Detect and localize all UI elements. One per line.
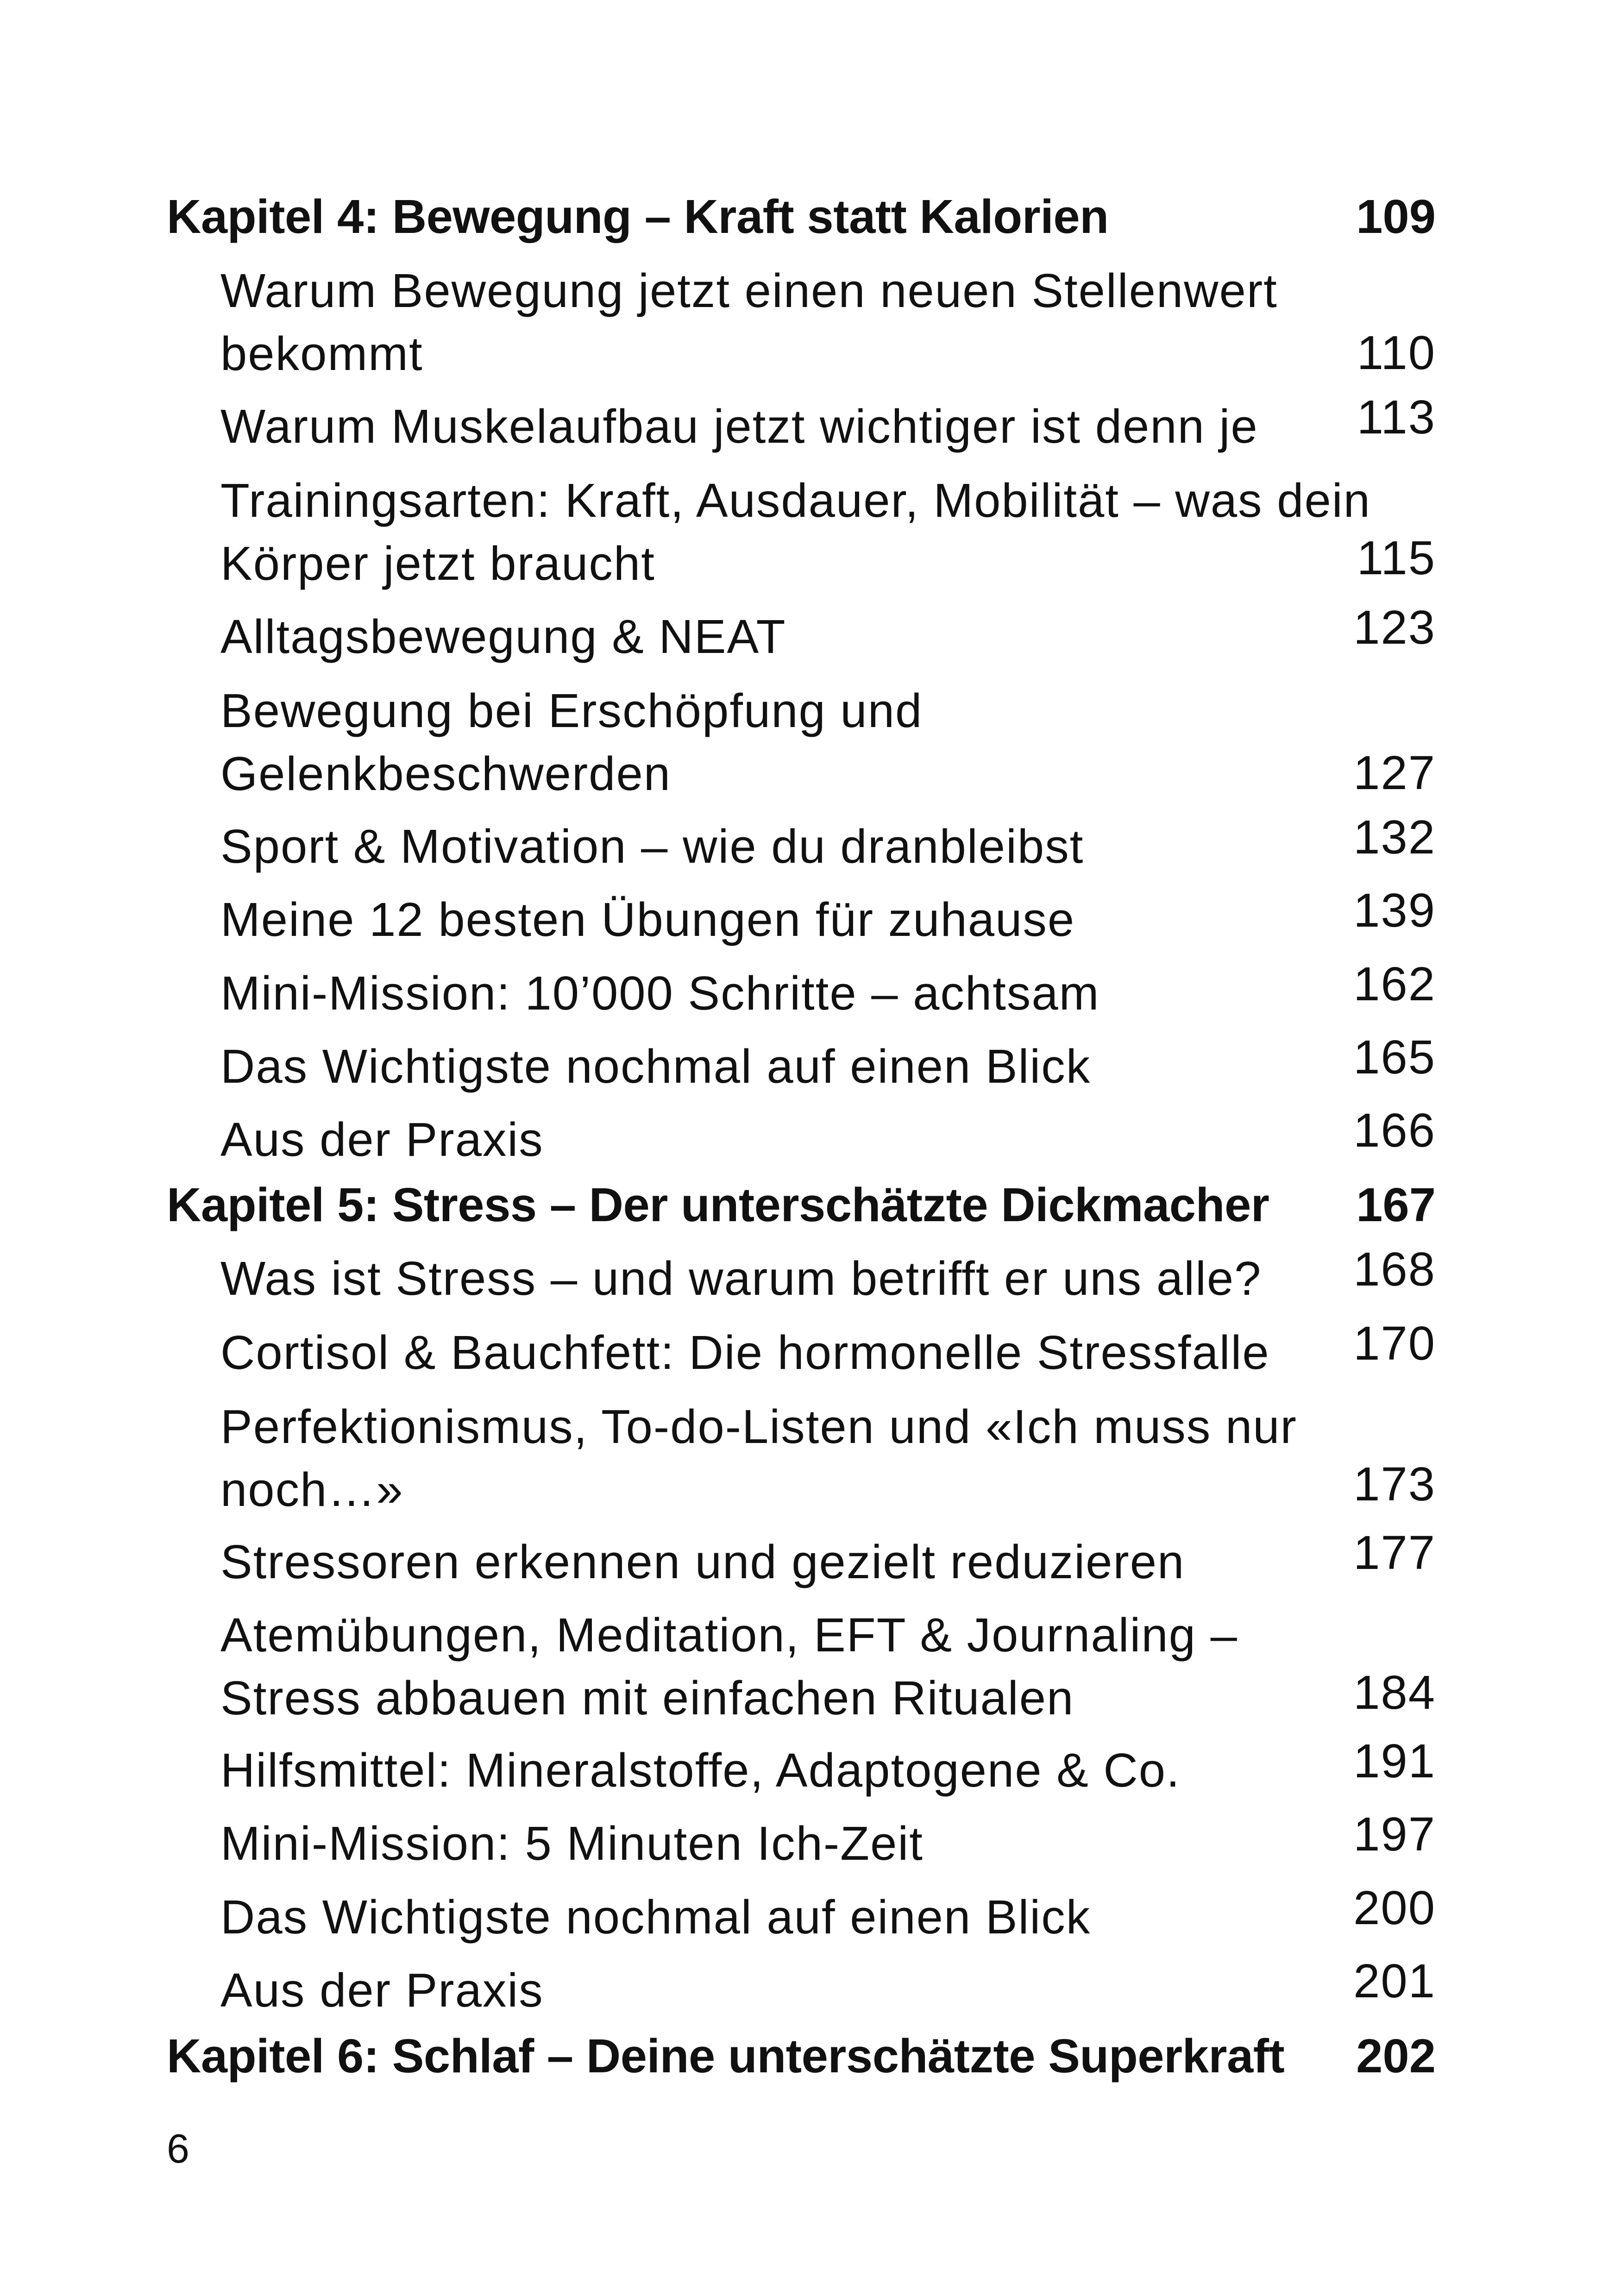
page-number: 197 xyxy=(1353,1807,1436,1861)
entry-title: Hilfsmittel: Mineralstoffe, Adaptogene & Co. xyxy=(220,1744,1181,1797)
entry-title: Cortisol & Bauchfett: Die hormonelle Stressfalle xyxy=(220,1326,1270,1379)
page-number: 184 xyxy=(1353,1666,1436,1719)
folio-page-number: 6 xyxy=(167,2126,189,2171)
entry-title: Das Wichtigste nochmal auf einen Blick xyxy=(220,1890,1091,1944)
page-number: 201 xyxy=(1353,1954,1436,2007)
entry-title: Atemübungen, Meditation, EFT & Journaling – Stress abbauen mit einfachen Ritualen xyxy=(220,1608,1238,1725)
page-number: 166 xyxy=(1353,1104,1436,1157)
chapter-title: Kapitel 5: Stress – Der unterschätzte Dickmacher xyxy=(167,1178,1269,1231)
entry-title: Meine 12 besten Übungen für zuhause xyxy=(220,893,1075,946)
page-number: 165 xyxy=(1353,1030,1436,1084)
entry-title: Bewegung bei Erschöpfung und Gelenkbeschwerden xyxy=(220,684,923,800)
entry-title: Das Wichtigste nochmal auf einen Blick xyxy=(220,1040,1091,1093)
entry-title: Stressoren erkennen und gezielt reduzieren xyxy=(220,1535,1185,1588)
entry-title: Trainingsarten: Kraft, Ausdauer, Mobilität – was dein Körper jetzt braucht xyxy=(220,474,1371,590)
page-number: 115 xyxy=(1357,531,1436,584)
page-number: 167 xyxy=(1356,1178,1436,1231)
page-number: 139 xyxy=(1353,884,1436,937)
page-number: 170 xyxy=(1353,1317,1436,1370)
entry-title: Sport & Motivation – wie du dranbleibst xyxy=(220,820,1084,873)
page-number: 200 xyxy=(1353,1881,1436,1934)
chapter-title: Kapitel 6: Schlaf – Deine unterschätzte Superkraft xyxy=(167,2029,1285,2083)
entry-title: Alltagsbewegung & NEAT xyxy=(220,610,786,663)
page-number: 113 xyxy=(1357,390,1436,444)
entry-title: Warum Bewegung jetzt einen neuen Stellenwert bekommt xyxy=(220,264,1278,380)
page-number: 162 xyxy=(1353,957,1436,1010)
page-number: 127 xyxy=(1353,746,1436,799)
page-number: 202 xyxy=(1356,2029,1436,2083)
page-number: 191 xyxy=(1353,1734,1436,1788)
page-number: 110 xyxy=(1357,326,1436,379)
entry-title: Was ist Stress – und warum betrifft er uns alle? xyxy=(220,1252,1262,1305)
page-number: 132 xyxy=(1353,810,1436,864)
entry-title: Aus der Praxis xyxy=(220,1113,544,1166)
entry-title: Perfektionismus, To-do-Listen und «Ich muss nur noch…» xyxy=(220,1400,1297,1516)
entry-title: Mini-Mission: 5 Minuten Ich-Zeit xyxy=(220,1817,924,1870)
page-number: 123 xyxy=(1353,601,1436,654)
page-number: 168 xyxy=(1353,1242,1436,1296)
entry-title: Warum Muskelaufbau jetzt wichtiger ist denn je xyxy=(220,400,1258,453)
entry-title: Aus der Praxis xyxy=(220,1964,544,2017)
page-number: 177 xyxy=(1353,1526,1436,1579)
page-number: 173 xyxy=(1353,1457,1436,1511)
entry-title: Mini-Mission: 10’000 Schritte – achtsam xyxy=(220,966,1100,1020)
page-number: 109 xyxy=(1356,190,1436,243)
chapter-title: Kapitel 4: Bewegung – Kraft statt Kalorien xyxy=(167,190,1109,243)
